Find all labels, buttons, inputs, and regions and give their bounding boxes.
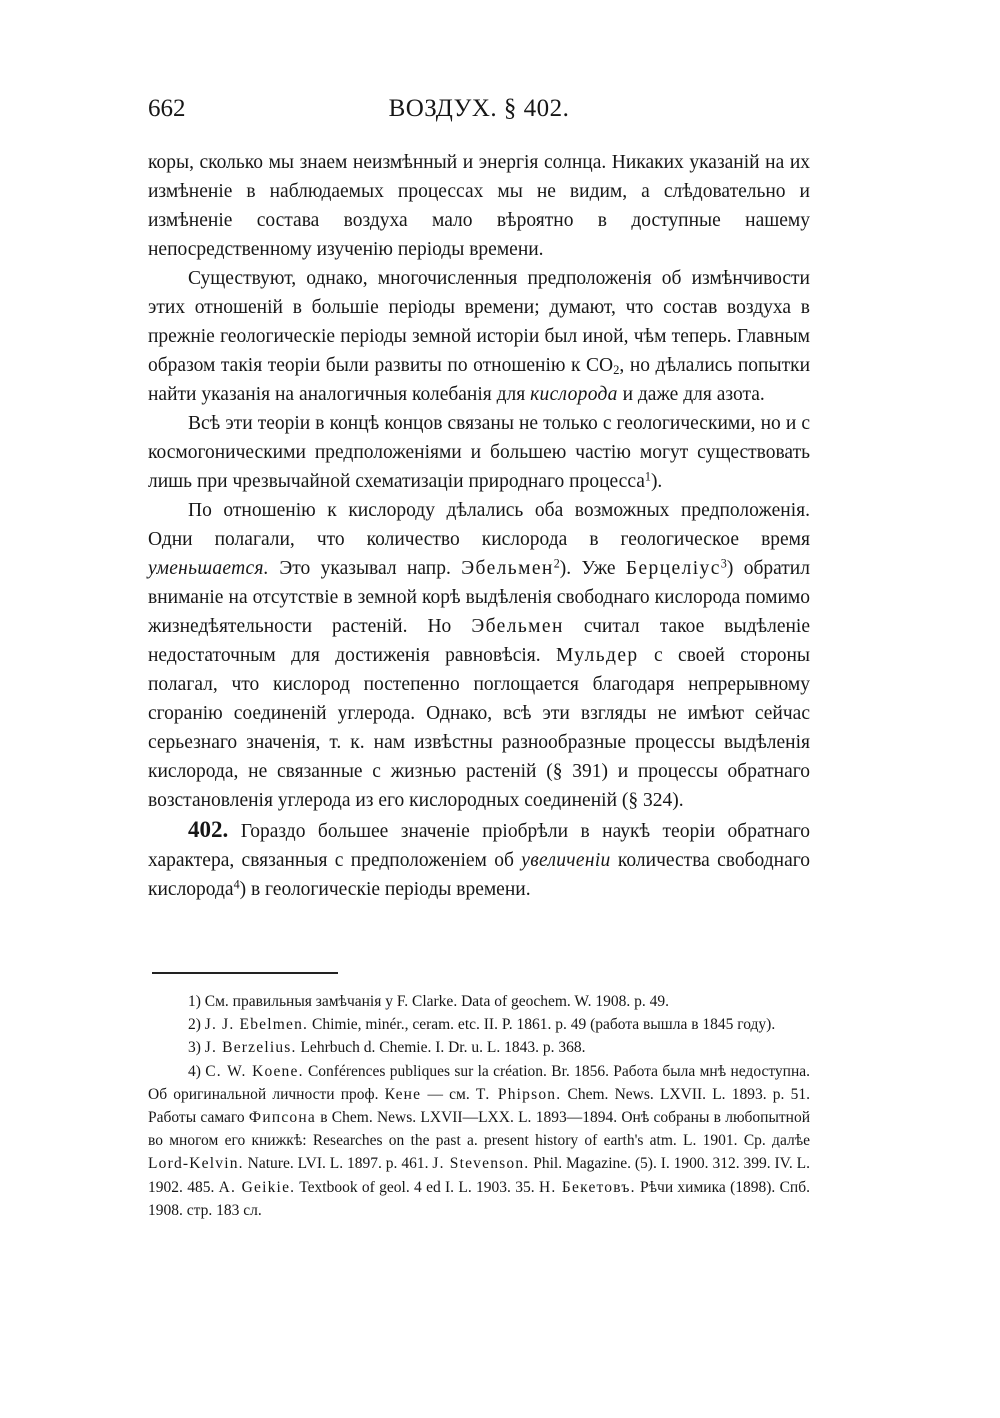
co2-subscript: 2 [613,363,620,378]
footnote-4-author-koene: C. W. Koene. [205,1062,304,1080]
paragraph-4-text-c: ). Уже [559,558,626,579]
paragraph-2-text-c: и даже для азота. [617,384,765,405]
paragraph-2-text-b: , но дѣлались попытки найти указанія на аналогичныя колебанія для [148,355,811,405]
paragraph-4-text-a: По отношенію к кислороду дѣлались оба возможных предположенія. Одни полагали, что количество кислорода в геологическое время [148,500,810,550]
footnote-ref-1[interactable]: 1 [644,469,651,484]
author-name-mulder: Мульдер [556,645,639,666]
main-text [148,148,810,904]
footnote-4-author-kene: Кене [384,1085,422,1103]
footnote-4-text-f: Nature. LVI. L. 1897. p. 461. [243,1155,433,1173]
footnote-ref-3[interactable]: 3 [720,556,727,571]
paragraph-2-text-a: Существуют, однако, многочисленныя предположенія об измѣнчивости этих отношеній в большіе періоды времени; думают, что состав воздуха в прежніе геологическіе періоды земной исторіи был иной, чѣм теперь. Главным образом такія теоріи были развиты по отношенію к CO [148,268,810,376]
paragraph-4-text-d: ) обратил вниманіе на отсутствіе в земной корѣ выдѣленія свободнаго кислорода помимо жизнедѣятельности растеній. Но [148,558,810,637]
paragraph-2 [148,264,810,409]
footnote-4-text-e: в Chem. News. LXVII—LXX. L. 1893—1894. Онѣ собраны в любопытной во многом его книжкѣ: Researches on the past a. present history of earth's atm. L. 1901. Ср. далѣе [148,1109,810,1150]
author-name-berzelius: Берцеліус [625,558,721,579]
footnote-4-author-kelvin: Lord-Kelvin. [148,1155,244,1173]
footnote-4-text-c: — см. [421,1085,476,1103]
footnote-3-marker: 3) [188,1039,205,1057]
paragraph-3 [148,409,810,496]
emphasis-decreases: уменьшается. [148,558,269,579]
paragraph-4-text-e: считал такое выдѣленіе недостаточным для достиженія равновѣсія. [148,616,810,666]
footnote-3-author: J. Berzelius. [204,1039,297,1057]
footnote-4-text-h: Textbook of geol. 4 ed I. L. 1903. 35. [295,1178,539,1196]
footnote-4-author-beketov: Н. Бекетовъ. [538,1178,636,1196]
author-name-ebelmen-2: Эбельмен [471,616,564,637]
footnote-4-text-g: Phil. Magazine. (5). I. 1900. 312. 399. IV. L. 1902. 485. [148,1155,810,1196]
paragraph-5-text-c: ) в геологическіе періоды времени. [239,879,531,900]
footnote-2-text: Chimie, minér., ceram. etc. II. P. 1861. p. 49 (работа вышла в 1845 году). [308,1016,776,1034]
paragraph-4 [148,496,810,815]
paragraph-5-text-a: Гораздо большее значеніе пріобрѣли в наукѣ теоріи обратнаго характера, связанныя с предположеніем об [148,821,810,871]
running-title: ВОЗДУХ. § 402. [388,95,570,122]
footnote-1 [148,990,810,1013]
paragraph-5-text-b: количества свободнаго кислорода [148,850,810,900]
paragraph-3-text-a: Всѣ эти теоріи в концѣ концов связаны не только с геологическими, но и с космогоническими предположеніями и большею частію могут существовать лишь при чрезвычайной схематизаціи природнаго процесса [148,413,810,492]
footnote-4-author-geikie: A. Geikie. [218,1178,296,1196]
author-name-ebelmen: Эбельмен [461,558,554,579]
footnote-1-text: 1) См. правильныя замѣчанія у F. Clarke. Data of geochem. W. 1908. p. 49. [188,993,669,1010]
footnote-4-author-fipson: Фипсона [248,1109,316,1127]
paragraph-1-text: коры, сколько мы знаем неизмѣнный и энергія солнца. Никаких указаній на их измѣненіе в наблюдаемых процессах мы не видим, а слѣдовательно и измѣненіе состава воздуха мало вѣроятно в доступные нашему непосредственному изученію періоды времени. [148,152,810,260]
footnote-2-author: J. J. Ebelmen. [204,1016,309,1034]
footnote-4-marker: 4) [188,1062,206,1080]
footnote-separator [152,972,338,974]
emphasis-increase: увеличеніи [521,850,611,871]
paragraph-3-text-b: ). [650,471,663,492]
emphasis-oxygen: кислорода [530,384,618,405]
footnote-4-author-phipson: T. Phipson. [475,1085,562,1103]
footnote-2 [148,1013,810,1036]
footnote-2-marker: 2) [188,1016,205,1034]
footnote-3-text: Lehrbuch d. Chemie. I. Dr. u. L. 1843. p. 368. [296,1039,586,1057]
page-number: 662 [148,95,186,122]
footnote-ref-2[interactable]: 2 [553,556,560,571]
footnote-ref-4[interactable]: 4 [233,877,240,892]
footnote-4-text-d: Chem. News. LXVII. L. 1893. p. 51. Работы самаго [148,1085,810,1127]
footnote-4-text-i: Рѣчи химика (1898). Спб. 1908. стр. 183 сл. [148,1178,810,1219]
section-number: 402. [188,817,229,842]
footnote-4-author-stevenson: J. Stevenson. [432,1155,530,1173]
footnote-3 [148,1036,810,1059]
footnote-4 [148,1060,810,1222]
page-header [148,92,810,126]
footnote-4-text-b: Conférences publiques sur la création. Br. 1856. Работа была мнѣ недоступна. Об оригинальной личности проф. [148,1062,810,1103]
paragraph-4-text-b: Это указывал напр. [268,558,462,579]
paragraph-5 [148,815,810,904]
paragraph-4-text-f: с своей стороны полагал, что кислород постепенно поглощается благодаря непрерывному сгоранію соединеній углерода. Однако, всѣ эти взгляды не имѣют сейчас серьезнаго значенія, т. к. нам извѣстны разнообразные процессы выдѣленія кислорода, не связанные с жизнью растеній (§ 391) и процессы обратнаго возстановленія углерода из его кислородных соединеній (§ 324). [148,645,810,811]
paragraph-1 [148,148,810,264]
footnotes [148,990,810,1222]
